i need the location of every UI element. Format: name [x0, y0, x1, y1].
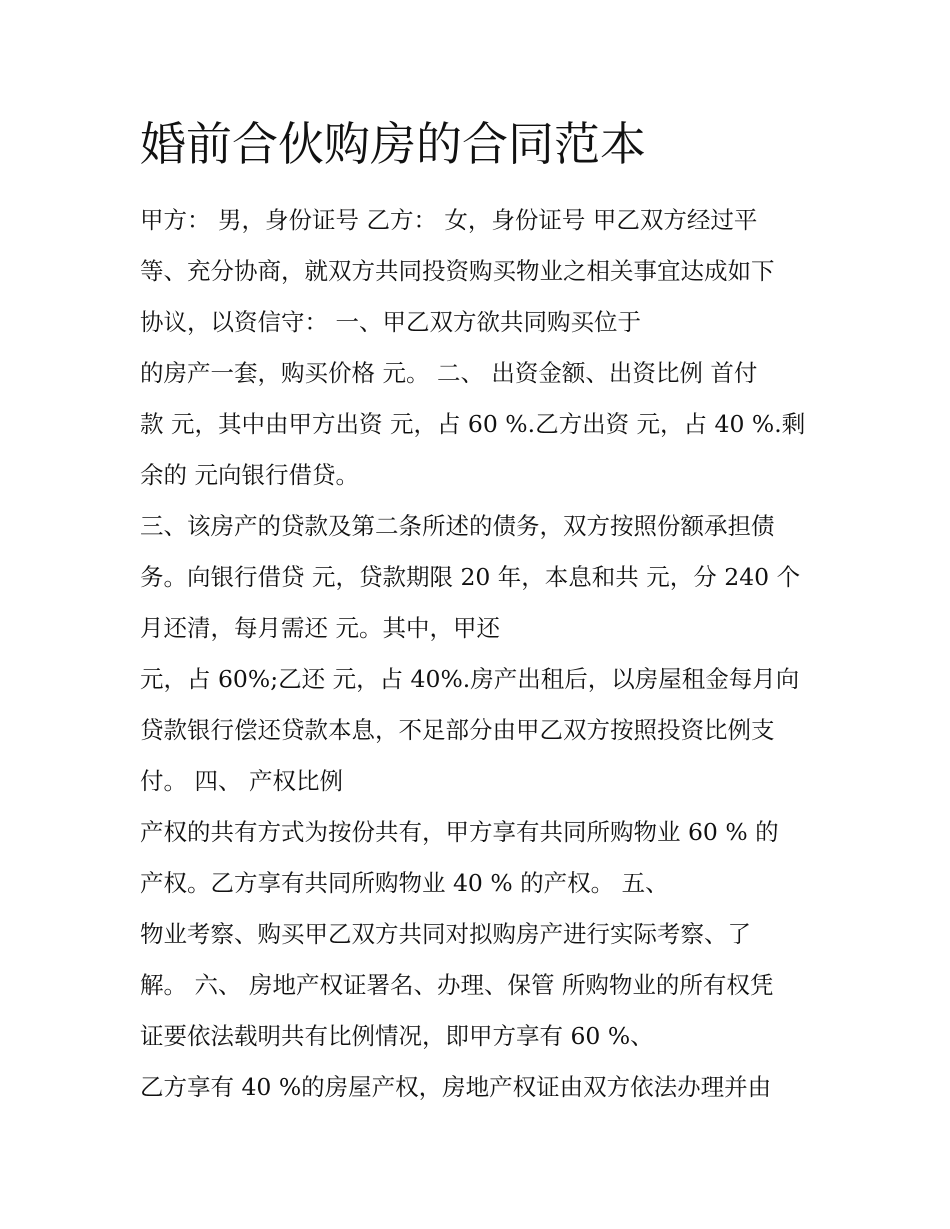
body-line: 月还清，每月需还 元。其中，甲还: [140, 614, 500, 642]
body-line: 款 元，其中由甲方出资 元，占 60 %.乙方出资 元，占 40 %.剩: [140, 410, 806, 438]
body-line: 的房产一套，购买价格 元。 二、 出资金额、出资比例 首付: [140, 359, 758, 387]
body-line: 乙方享有 40 %的房屋产权，房地产权证由双方依法办理并由: [140, 1073, 772, 1101]
body-line: 贷款银行偿还贷款本息，不足部分由甲乙双方按照投资比例支: [140, 716, 775, 744]
body-line: 解。 六、 房地产权证署名、办理、保管 所购物业的所有权凭: [140, 971, 774, 999]
body-line: 产权。乙方享有共同所购物业 40 % 的产权。 五、: [140, 869, 669, 897]
body-line: 甲方： 男，身份证号 乙方： 女，身份证号 甲乙双方经过平: [140, 206, 758, 234]
body-line: 元，占 60%;乙还 元，占 40%.房产出租后，以房屋租金每月向: [140, 665, 800, 693]
body-line: 协议，以资信守： 一、甲乙双方欲共同购买位于: [140, 308, 641, 336]
body-line: 等、充分协商，就双方共同投资购买物业之相关事宜达成如下: [140, 257, 775, 285]
document-body: [140, 195, 820, 1113]
body-line: 三、该房产的贷款及第二条所述的债务，双方按照份额承担债: [140, 512, 775, 540]
body-line: 产权的共有方式为按份共有，甲方享有共同所购物业 60 % 的: [140, 818, 779, 846]
body-line: 付。 四、 产权比例: [140, 767, 343, 795]
body-line: 余的 元向银行借贷。: [140, 461, 359, 489]
body-line: 物业考察、购买甲乙双方共同对拟购房产进行实际考察、了: [140, 920, 751, 948]
document-title: 婚前合伙购房的合同范本: [140, 117, 646, 171]
body-line: 证要依法载明共有比例情况，即甲方享有 60 %、: [140, 1022, 654, 1050]
body-line: 务。向银行借贷 元，贷款期限 20 年，本息和共 元，分 240 个: [140, 563, 801, 591]
